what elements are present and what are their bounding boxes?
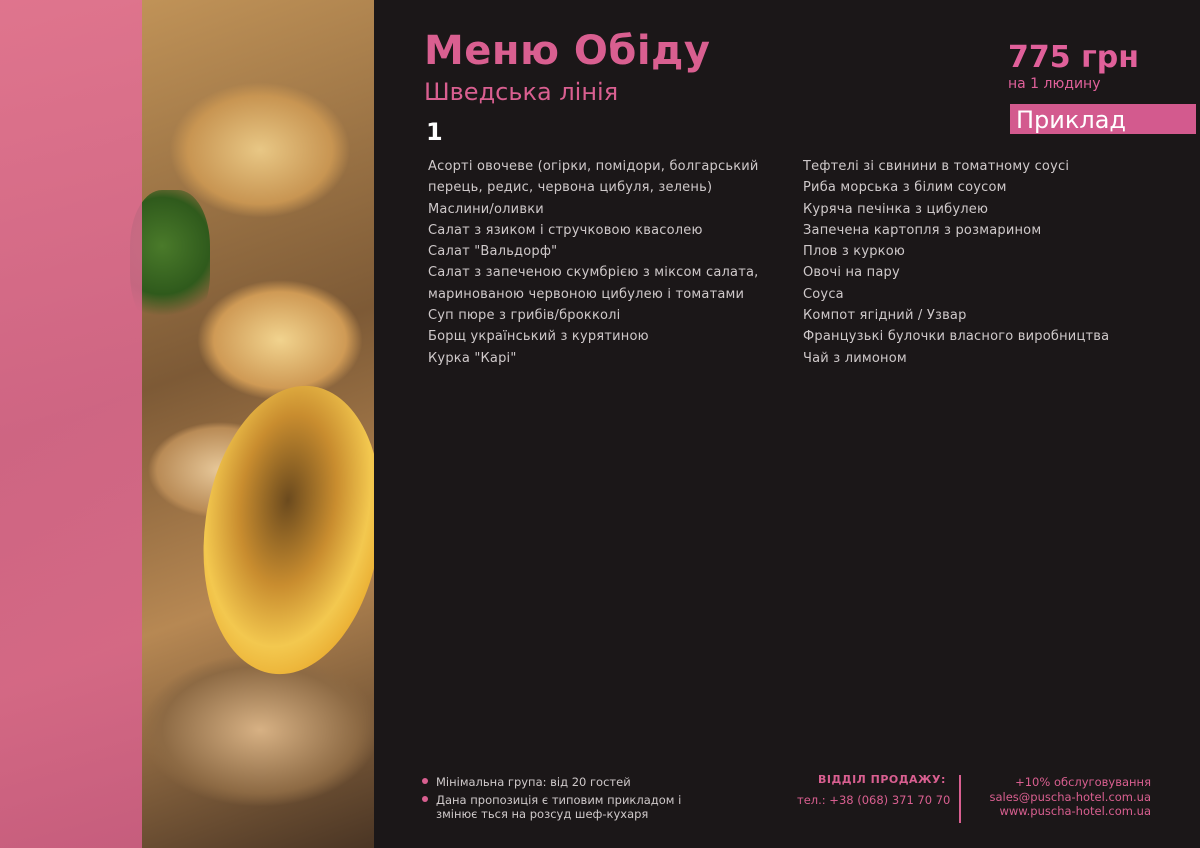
menu-item: Компот ягідний / Узвар [803,308,967,324]
menu-item: Куряча печінка з цибулею [803,201,989,217]
food-photo [0,0,374,848]
menu-item: Салат "Вальдорф" [428,244,558,260]
menu-item: Чай з лимоном [803,350,907,366]
price: 775 грн [1008,40,1139,75]
menu-item: Овочі на пару [803,265,900,281]
example-badge: Приклад [1008,102,1198,136]
menu-item: Соуса [803,286,844,302]
pink-overlay-strip [0,0,142,848]
menu-item: Борщ український з курятиною [428,329,649,345]
contacts [990,775,1152,819]
menu-item: Французькі булочки власного виробництва [803,329,1110,345]
divider [959,775,961,823]
footer-notes [422,775,692,825]
menu-list-left [428,156,768,369]
grilled-lemon [186,374,374,686]
website-link[interactable]: www.puscha-hotel.com.ua [999,804,1151,818]
menu-list-right [803,156,1143,369]
menu-number: 1 [426,118,443,146]
menu-title: Меню Обіду [424,28,711,74]
price-per-person: на 1 людину [1008,76,1101,92]
menu-item: Тефтелі зі свинини в томатному соусі [803,159,1070,174]
menu-item: Риба морська з білим соусом [803,180,1007,196]
menu-item: Суп пюре з грибів/брокколі [428,308,621,324]
menu-item: Плов з куркою [803,244,906,260]
note-item [422,775,692,789]
note-text: Дана пропозиція є типовим прикладом і змінює ться на розсуд шеф-кухаря [436,793,682,821]
menu-item: Запечена картопля з розмарином [803,222,1042,238]
service-charge: +10% обслуговування [1015,775,1151,789]
bullet-icon [422,778,428,784]
parsley-garnish [130,190,210,330]
sales-phone: тел.: +38 (068) 371 70 70 [797,793,951,807]
bullet-icon [422,796,428,802]
note-item [422,793,692,821]
menu-item: Курка "Карі" [428,350,517,366]
sales-heading: ВІДДІЛ ПРОДАЖУ: [818,773,946,786]
note-text: Мінімальна група: від 20 гостей [436,775,631,789]
menu-item: Салат з язиком і стручковою квасолею [428,222,703,238]
menu-item: Салат з запеченою скумбрією з міксом салата, маринованою червоною цибулею і томатами [428,265,759,302]
email-link[interactable]: sales@puscha-hotel.com.ua [989,789,1151,804]
menu-subtitle: Шведська лінія [424,78,619,106]
menu-item: Асорті овочеве (огірки, помідори, болгарський перець, редис, червона цибуля, зелень) [428,159,759,196]
menu-item: Маслини/оливки [428,201,544,217]
